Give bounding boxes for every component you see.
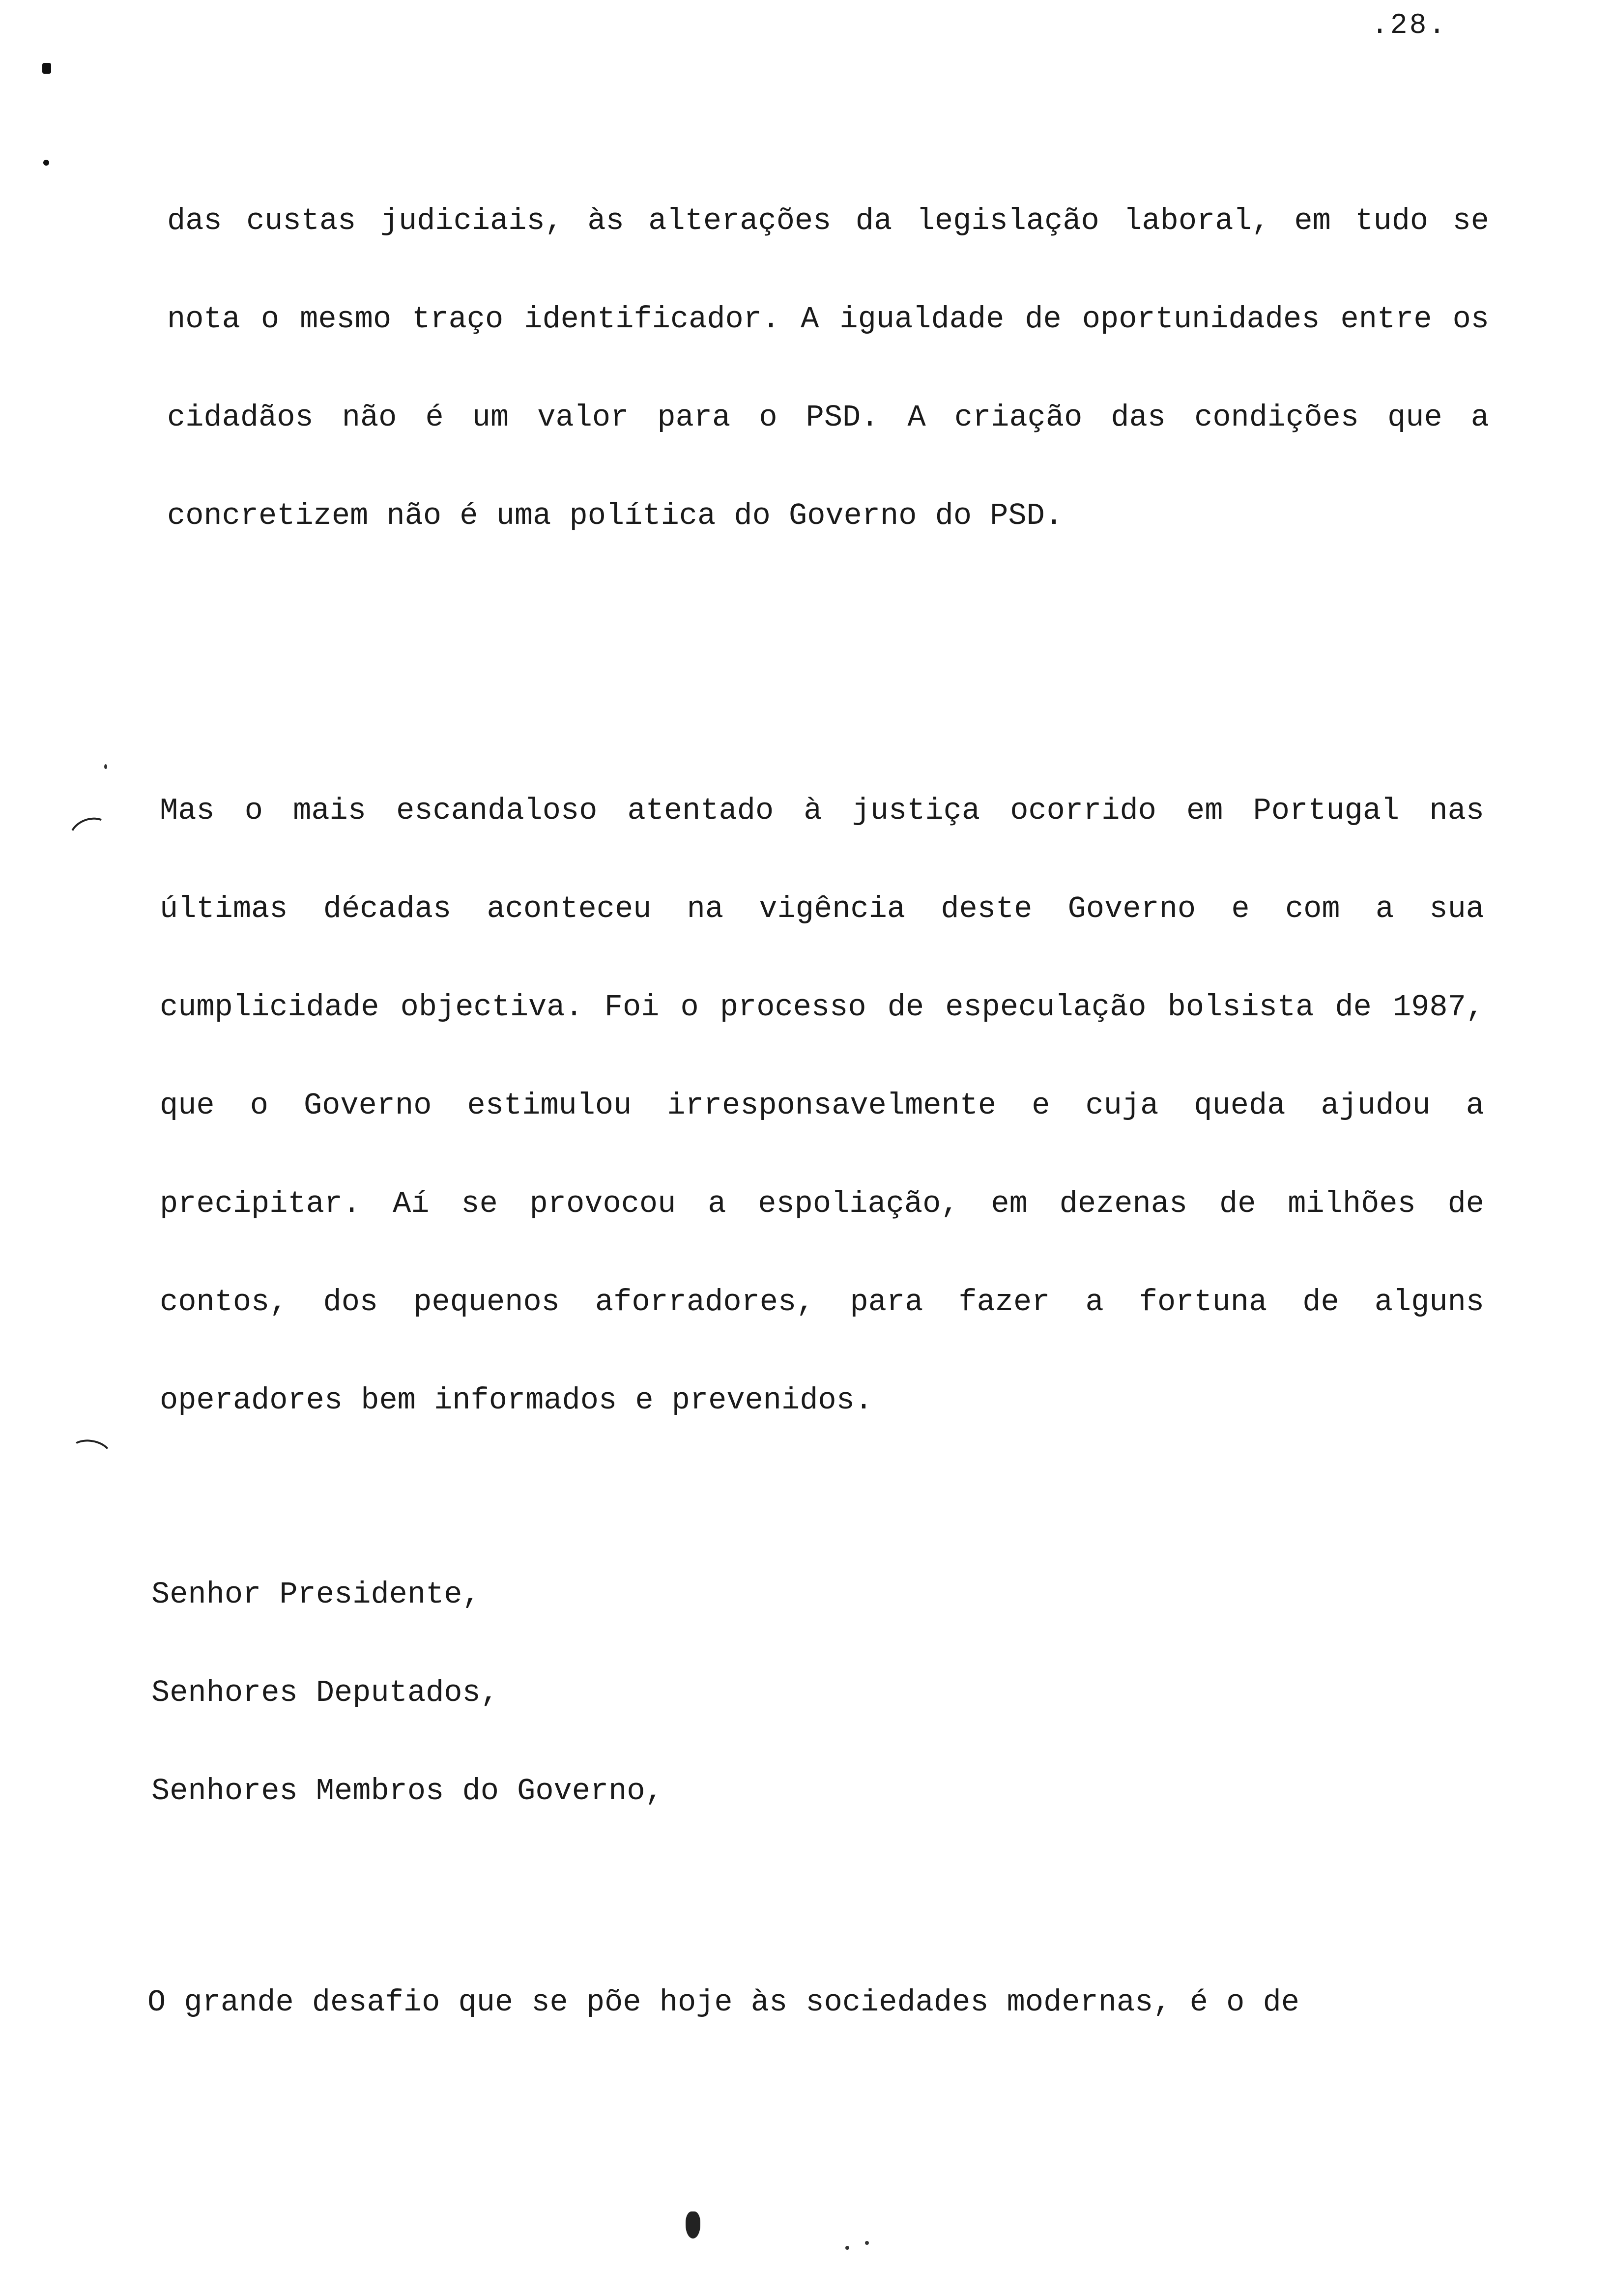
margin-bracket-mark [64,812,116,858]
page-number: .28. [1371,10,1448,42]
paragraph-stock-speculation: Mas o mais escandaloso atentado à justiça ocorrido em Portugal nas últimas décadas aconteceu na vigência deste Governo e com a sua cumplicidade objectiva. Foi o processo de especulação bolsista de 1987, que o Governo estimulou irresponsavelmente e cuja queda ajudou a precipitar. Aí se provocou a espoliação, em dezenas de milhões de contos, dos pequenos aforradores, para fazer a fortuna de alguns operadores bem informados e prevenidos. [160,793,1484,1418]
scan-speck [104,764,107,769]
salutation-deputies: Senhores Deputados, [151,1675,499,1710]
paragraph-great-challenge: O grande desafio que se põe hoje às sociedades modernas, é o de [147,1985,1299,2020]
scan-mark [42,63,51,74]
scan-speck [845,2246,849,2250]
salutation-government-members: Senhores Membros do Governo, [151,1774,663,1808]
salutation-president: Senhor Presidente, [151,1577,481,1612]
scan-blot [686,2211,700,2239]
scan-mark [43,160,49,166]
scan-speck [865,2241,869,2245]
margin-bracket-mark [67,1436,115,1472]
paragraph-judicial-costs: das custas judiciais, às alterações da legislação laboral, em tudo se nota o mesmo traço identificador. A igualdade de oportunidades entre os cidadãos não é um valor para o PSD. A criação das condições que a concretizem não é uma política do Governo do PSD. [167,203,1489,533]
